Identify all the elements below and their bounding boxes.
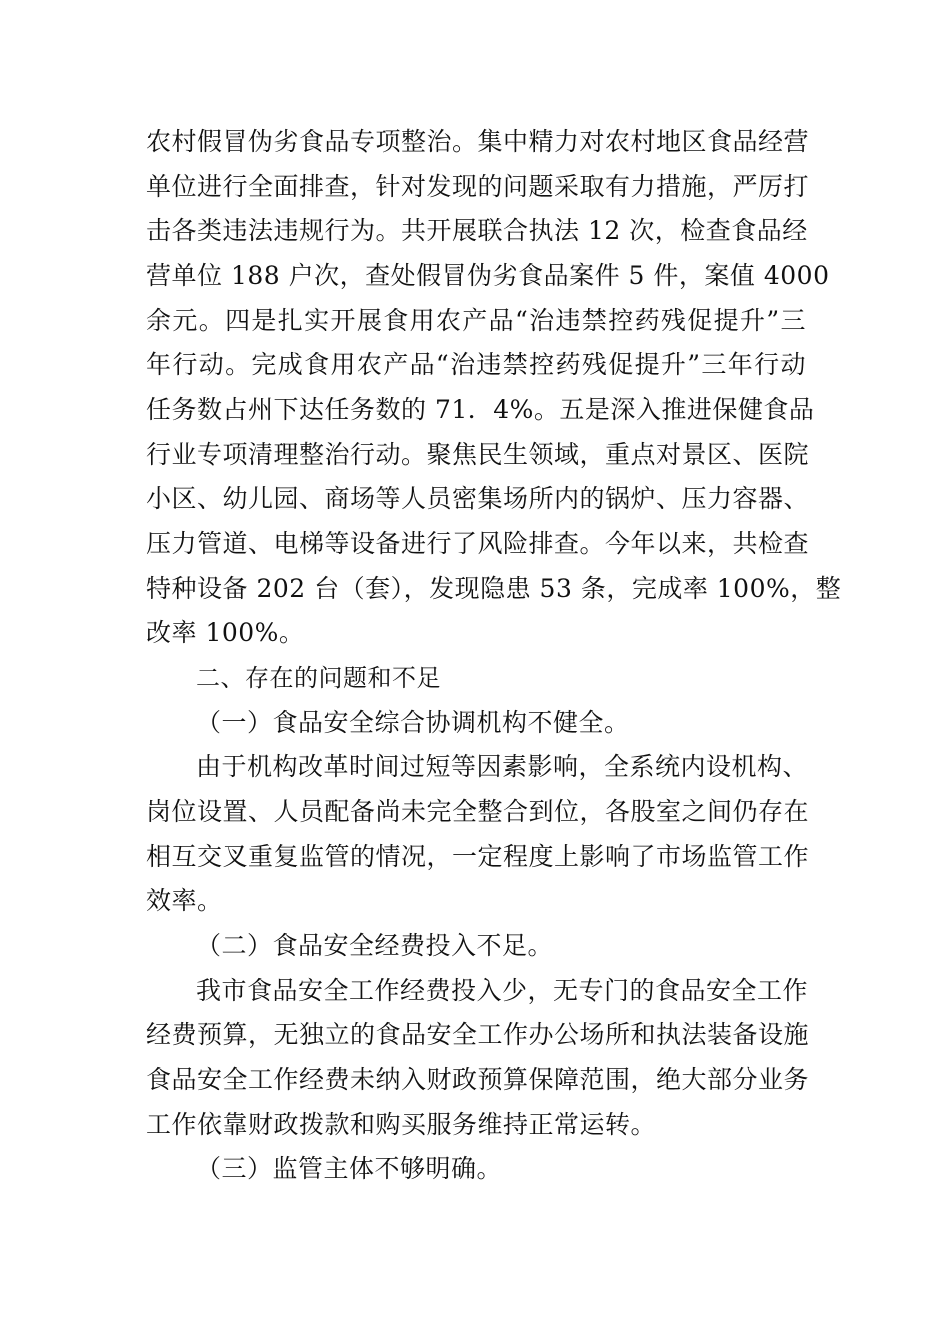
body-text-line: 改率 100%。: [146, 618, 305, 647]
body-text-line: 年行动。完成食用农产品“治违禁控药残促提升”三年行动: [146, 350, 806, 379]
subsection-heading: （三）监管主体不够明确。: [196, 1154, 503, 1183]
subsection-heading: （二）食品安全经费投入不足。: [196, 931, 554, 960]
body-text-line: 效率。: [146, 886, 223, 915]
body-text-line: 食品安全工作经费未纳入财政预算保障范围，绝大部分业务: [146, 1065, 810, 1094]
subsection-heading: （一）食品安全综合协调机构不健全。: [196, 708, 630, 737]
body-text-line: 余元。四是扎实开展食用农产品“治违禁控药残促提升”三: [146, 306, 806, 335]
body-text-line: 任务数占州下达任务数的 71．4%。五是深入推进保健食品: [146, 395, 815, 424]
body-text-line: 单位进行全面排查，针对发现的问题采取有力措施，严厉打: [146, 172, 810, 201]
body-text-line: 岗位设置、人员配备尚未完全整合到位，各股室之间仍存在: [146, 797, 810, 826]
section-heading: 二、存在的问题和不足: [196, 664, 441, 692]
body-text-line: 相互交叉重复监管的情况，一定程度上影响了市场监管工作: [146, 842, 810, 871]
body-text-line: 小区、幼儿园、商场等人员密集场所内的锅炉、压力容器、: [146, 484, 810, 513]
body-text-line: 农村假冒伪劣食品专项整治。集中精力对农村地区食品经营: [146, 127, 810, 156]
body-text-line: 击各类违法违规行为。共开展联合执法 12 次，检查食品经: [146, 216, 808, 245]
body-text-line: 营单位 188 户次，查处假冒伪劣食品案件 5 件，案值 4000: [146, 261, 830, 290]
body-text-line: 经费预算，无独立的食品安全工作办公场所和执法装备设施: [146, 1020, 810, 1049]
body-text-line: 特种设备 202 台（套），发现隐患 53 条，完成率 100%，整: [146, 574, 842, 603]
body-text-line: 工作依靠财政拨款和购买服务维持正常运转。: [146, 1110, 657, 1139]
body-text-line: 行业专项清理整治行动。聚焦民生领域，重点对景区、医院: [146, 440, 810, 469]
body-text-line: 压力管道、电梯等设备进行了风险排查。今年以来，共检查: [146, 529, 810, 558]
body-text-line: 我市食品安全工作经费投入少，无专门的食品安全工作: [196, 976, 809, 1005]
body-text-line: 由于机构改革时间过短等因素影响，全系统内设机构、: [196, 752, 809, 781]
